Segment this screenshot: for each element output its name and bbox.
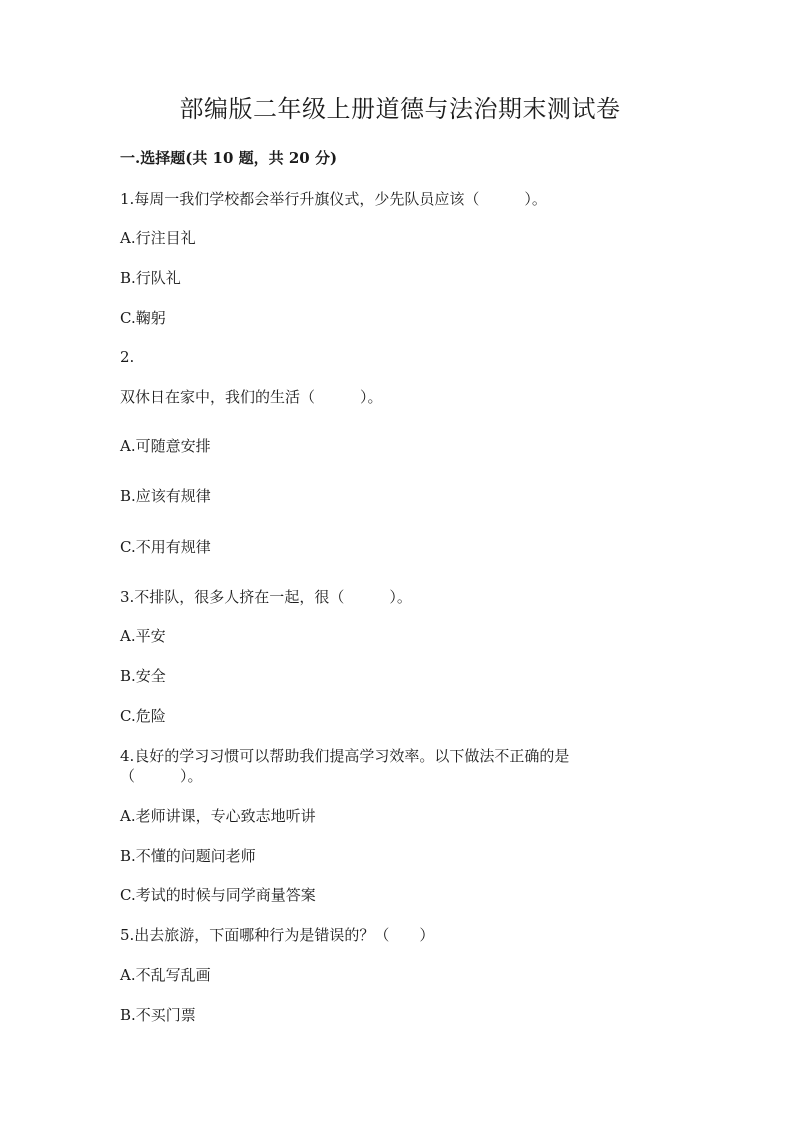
question-1-option-c: C.鞠躬 (120, 309, 166, 327)
section-heading: 一.选择题(共 10 题，共 20 分) (120, 149, 338, 167)
question-4-option-a: A.老师讲课，专心致志地听讲 (120, 807, 316, 825)
question-1-option-b: B.行队礼 (120, 269, 181, 287)
question-2-stem: 双休日在家中，我们的生活（ ）。 (120, 388, 383, 406)
question-1-stem: 1.每周一我们学校都会举行升旗仪式，少先队员应该（ ）。 (120, 190, 547, 208)
page-title: 部编版二年级上册道德与法治期末测试卷 (179, 95, 621, 123)
question-4-option-c: C.考试的时候与同学商量答案 (120, 886, 316, 904)
question-2-option-b: B.应该有规律 (120, 487, 211, 505)
question-3-option-c: C.危险 (120, 707, 166, 725)
question-5-option-a: A.不乱写乱画 (120, 966, 211, 984)
question-2-number: 2. (120, 348, 135, 366)
question-4-stem-line-1: 4.良好的学习习惯可以帮助我们提高学习效率。以下做法不正确的是 (120, 747, 570, 765)
question-3-option-b: B.安全 (120, 667, 166, 685)
question-3-option-a: A.平安 (120, 627, 166, 645)
question-2-option-a: A.可随意安排 (120, 437, 211, 455)
question-3-stem: 3.不排队，很多人挤在一起，很（ ）。 (120, 588, 412, 606)
question-4-option-b: B.不懂的问题问老师 (120, 847, 256, 865)
question-4-stem-line-2: （ ）。 (120, 767, 203, 785)
question-5-stem: 5.出去旅游，下面哪种行为是错误的？（ ） (120, 926, 435, 944)
question-2-option-c: C.不用有规律 (120, 538, 211, 556)
question-1-option-a: A.行注目礼 (120, 229, 196, 247)
question-5-option-b: B.不买门票 (120, 1006, 196, 1024)
